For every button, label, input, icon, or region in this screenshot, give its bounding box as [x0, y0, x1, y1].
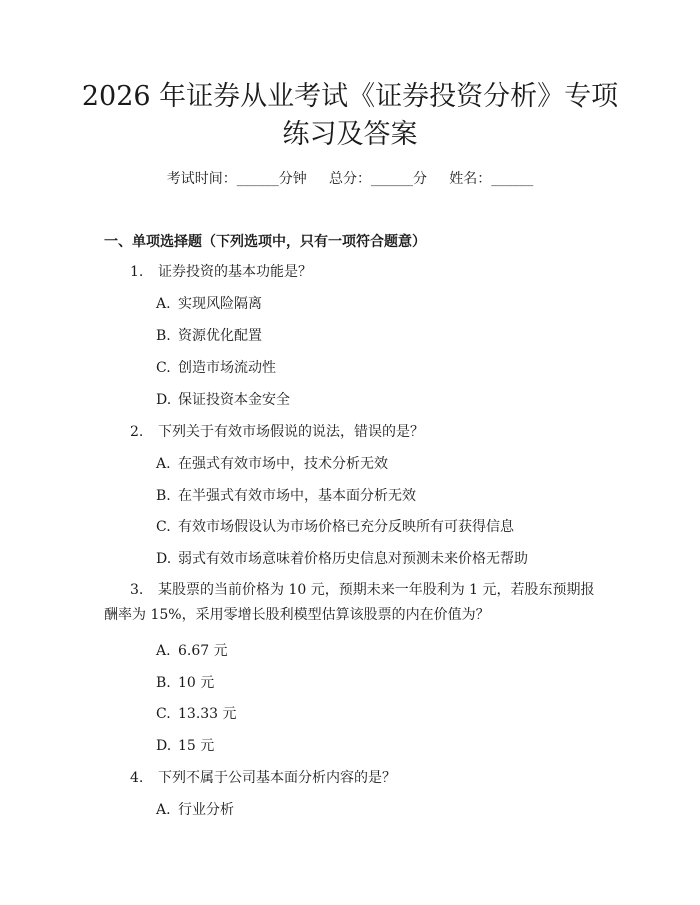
option-label: D. [156, 551, 172, 567]
page-title [40, 78, 660, 154]
option-text: 创造市场流动性 [178, 360, 276, 376]
question-4 [130, 767, 396, 787]
question-number: 2. [130, 424, 144, 440]
option-3a [156, 640, 228, 660]
option-text: 10 元 [178, 675, 215, 691]
option-1b [156, 325, 262, 345]
option-3b [156, 672, 214, 692]
option-4a [156, 799, 234, 819]
option-label: A. [156, 643, 171, 659]
question-text: 证券投资的基本功能是？ [158, 264, 312, 280]
title-line-1: 2026 年证券从业考试《证券投资分析》专项 [81, 81, 619, 112]
option-text: 实现风险隔离 [178, 296, 262, 312]
title-line-2: 练习及答案 [282, 119, 418, 150]
option-1a [156, 293, 262, 313]
option-3c [156, 703, 237, 723]
option-label: C. [156, 360, 171, 376]
option-label: A. [156, 802, 171, 818]
option-label: A. [156, 296, 171, 312]
question-number: 4. [130, 770, 144, 786]
option-2a [156, 453, 388, 473]
option-1d [156, 389, 290, 409]
option-label: B. [156, 488, 171, 504]
option-label: D. [156, 738, 172, 754]
question-3 [104, 578, 600, 628]
option-text: 15 元 [178, 738, 215, 754]
question-text: 下列关于有效市场假说的说法，错误的是？ [158, 424, 424, 440]
section-heading: 一、单项选择题（下列选项中，只有一项符合题意） [104, 234, 426, 250]
exam-meta-line: 考试时间：______分钟 总分：______分 姓名：______ [166, 171, 534, 187]
option-1c [156, 357, 276, 377]
question-text: 某股票的当前价格为 10 元，预期未来一年股利为 1 元，若股东预期报酬率为 15%，采用零增长股利模型估算该股票的内在价值为？ [104, 582, 595, 623]
option-2b [156, 485, 416, 505]
option-label: C. [156, 706, 171, 722]
option-2c [156, 516, 514, 536]
option-3d [156, 735, 214, 755]
option-label: D. [156, 392, 172, 408]
question-text: 下列不属于公司基本面分析内容的是？ [158, 770, 396, 786]
option-text: 行业分析 [178, 802, 234, 818]
option-label: B. [156, 675, 171, 691]
question-2 [130, 421, 424, 441]
option-label: A. [156, 456, 171, 472]
option-2d [156, 548, 528, 568]
question-number: 3. [130, 582, 144, 598]
option-label: B. [156, 328, 171, 344]
question-1 [130, 261, 312, 281]
option-text: 在强式有效市场中，技术分析无效 [178, 456, 388, 472]
option-text: 13.33 元 [178, 706, 237, 722]
option-text: 有效市场假设认为市场价格已充分反映所有可获得信息 [178, 519, 514, 535]
option-text: 资源优化配置 [178, 328, 262, 344]
option-text: 保证投资本金安全 [178, 392, 290, 408]
option-text: 在半强式有效市场中，基本面分析无效 [178, 488, 416, 504]
option-text: 弱式有效市场意味着价格历史信息对预测未来价格无帮助 [178, 551, 528, 567]
option-label: C. [156, 519, 171, 535]
option-text: 6.67 元 [178, 643, 228, 659]
question-number: 1. [130, 264, 144, 280]
